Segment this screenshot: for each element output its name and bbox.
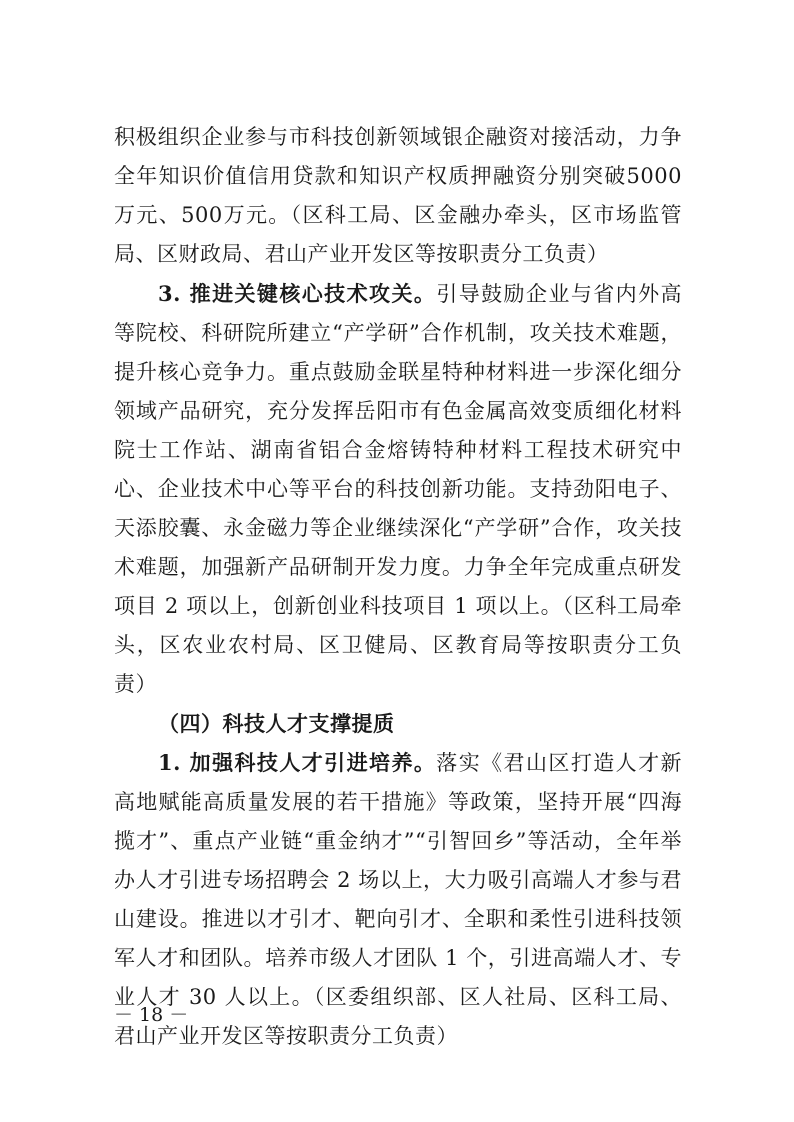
paragraph-talent-introduction [114,743,682,1056]
paragraph-key-technology [114,274,682,704]
paragraph-financing [114,118,682,274]
paragraph-text: 引导鼓励企业与省内外高等院校、科研院所建立“产学研”合作机制，攻关技术难题，提升核心竞争力。重点鼓励金联星特种材料进一步深化细分领域产品研究，充分发挥岳阳市有色金属高效变质细化材料院士工作站、湖南省铝合金熔铸特种材料工程技术研究中心、企业技术中心等平台的科技创新功能。支持劲阳电子、天添胶囊、永金磁力等企业继续深化“产学研”合作，攻关技术难题，加强新产品研制开发力度。力争全年完成重点研发项目 2 项以上，创新创业科技项目 1 项以上。（区科工局牵头，区农业农村局、区卫健局、区教育局等按职责分工负责） [114,282,683,696]
paragraph-lead-heading: 1. 加强科技人才引进培养。 [158,750,437,775]
document-body [114,118,682,1056]
paragraph-text: 积极组织企业参与市科技创新领域银企融资对接活动，力争全年知识价值信用贷款和知识产权质押融资分别突破5000万元、500万元。（区科工局、区金融办牵头，区市场监管局、区财政局、君山产业开发区等按职责分工负责） [114,125,682,266]
section-heading-talent: （四）科技人才支撑提质 [158,711,395,736]
paragraph-lead-heading: 3. 推进关键核心技术攻关。 [158,281,437,306]
page-number-text: － 18 － [114,1004,189,1026]
paragraph-text: 落实《君山区打造人才新高地赋能高质量发展的若干措施》等政策，坚持开展“四海揽才”、重点产业链“重金纳才”“引智回乡”等活动，全年举办人才引进专场招聘会 2 场以上，大力吸引高端人才参与君山建设。推进以才引才、靶向引才、全职和柔性引进科技领军人才和团队。培养市级人才团队 1 个，引进高端人才、专业人才 30 人以上。（区委组织部、区人社局、区科工局、君山产业开发区等按职责分工负责） [114,751,683,1048]
